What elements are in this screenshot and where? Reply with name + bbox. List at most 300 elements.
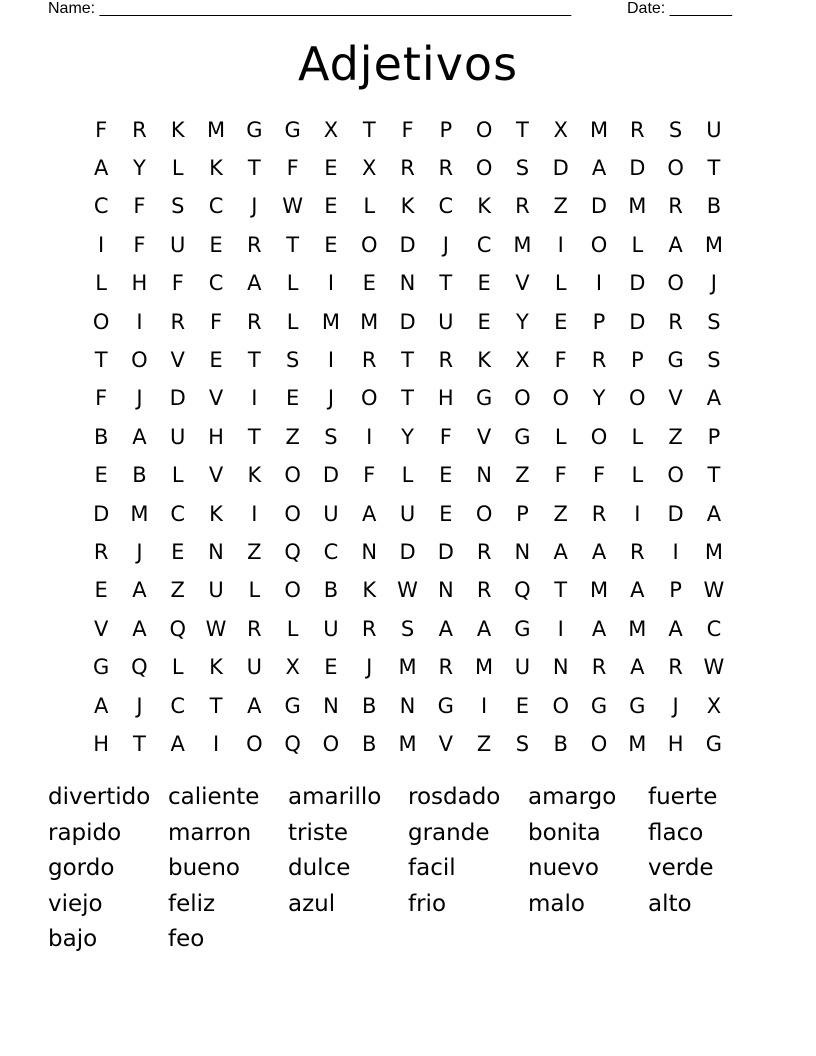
- grid-letter: J: [672, 693, 679, 718]
- grid-letter: W: [703, 578, 725, 603]
- grid-letter: Y: [401, 424, 414, 449]
- grid-letter: N: [437, 578, 454, 603]
- word-bank-item: triste: [288, 819, 349, 846]
- grid-letter: L: [171, 156, 184, 181]
- grid-letter: R: [247, 616, 262, 641]
- grid-letter: R: [438, 348, 454, 373]
- grid-letter: E: [171, 539, 185, 564]
- grid-letter: D: [667, 501, 684, 526]
- grid-letter: X: [553, 117, 568, 142]
- grid-letter: I: [557, 232, 564, 257]
- grid-letter: K: [477, 194, 491, 219]
- grid-letter: R: [132, 117, 147, 142]
- grid-letter: L: [363, 194, 376, 219]
- grid-letter: G: [437, 693, 454, 718]
- grid-letter: E: [477, 309, 491, 334]
- grid-letter: S: [707, 309, 721, 334]
- grid-letter: O: [131, 348, 148, 373]
- grid-letter: E: [94, 463, 108, 488]
- word-bank-item: alto: [648, 890, 692, 917]
- grid-letter: S: [285, 348, 300, 373]
- grid-letter: K: [209, 501, 223, 526]
- grid-letter: V: [208, 463, 224, 488]
- word-bank-item: flaco: [648, 819, 704, 846]
- grid-letter: S: [400, 616, 415, 641]
- grid-letter: G: [590, 693, 608, 718]
- grid-letter: K: [400, 194, 415, 219]
- date-field-line: Date: _______: [627, 0, 732, 17]
- grid-letter: H: [131, 271, 148, 296]
- grid-letter: O: [667, 463, 684, 488]
- grid-letter: J: [136, 539, 143, 564]
- grid-letter: D: [590, 194, 608, 219]
- word-bank-item: grande: [408, 819, 490, 846]
- grid-letter: W: [282, 194, 304, 219]
- grid-letter: J: [710, 271, 717, 296]
- grid-letter: I: [327, 348, 335, 373]
- grid-letter: R: [591, 655, 607, 680]
- grid-letter: T: [554, 578, 568, 603]
- grid-letter: J: [136, 386, 143, 411]
- word-bank-item: rapido: [48, 819, 122, 846]
- grid-letter: S: [515, 156, 530, 181]
- grid-letter: U: [170, 424, 186, 449]
- grid-letter: M: [475, 655, 494, 680]
- grid-letter: K: [170, 117, 185, 142]
- grid-letter: O: [590, 731, 608, 756]
- grid-letter: B: [323, 578, 339, 603]
- grid-letter: F: [363, 463, 376, 488]
- grid-letter: L: [171, 655, 184, 680]
- grid-letter: R: [476, 539, 492, 564]
- grid-letter: J: [366, 655, 373, 680]
- grid-letter: C: [170, 693, 186, 718]
- grid-letter: E: [362, 271, 376, 296]
- grid-letter: D: [399, 539, 416, 564]
- grid-letter: B: [93, 424, 109, 449]
- grid-letter: L: [554, 424, 567, 449]
- grid-letter: G: [705, 731, 723, 756]
- grid-letter: R: [515, 194, 530, 219]
- grid-letter: A: [706, 501, 722, 526]
- word-bank-item: facil: [408, 855, 456, 881]
- grid-letter: D: [629, 156, 646, 181]
- word-bank-item: bonita: [528, 819, 601, 846]
- grid-letter: O: [322, 731, 340, 756]
- grid-letter: P: [516, 501, 529, 526]
- grid-letter: R: [668, 194, 683, 219]
- grid-letter: F: [554, 348, 567, 373]
- grid-letter: A: [476, 616, 492, 641]
- word-bank-item: divertido: [48, 784, 151, 810]
- grid-letter: O: [475, 117, 493, 142]
- grid-letter: W: [205, 616, 227, 641]
- word-bank-item: frio: [408, 890, 447, 917]
- grid-letter: C: [208, 271, 224, 296]
- grid-letter: O: [514, 386, 531, 411]
- grid-letter: L: [286, 309, 299, 334]
- grid-letter: V: [208, 386, 224, 411]
- grid-letter: C: [170, 501, 186, 526]
- grid-letter: O: [667, 156, 684, 181]
- grid-letter: R: [361, 348, 377, 373]
- grid-letter: R: [591, 348, 607, 373]
- grid-letter: R: [591, 501, 607, 526]
- grid-letter: A: [630, 655, 645, 680]
- grid-letter: T: [707, 156, 721, 181]
- grid-letter: G: [629, 693, 646, 718]
- grid-letter: N: [476, 463, 492, 488]
- grid-letter: D: [399, 232, 416, 257]
- grid-letter: O: [284, 578, 301, 603]
- word-bank: [48, 779, 768, 957]
- grid-letter: U: [323, 616, 339, 641]
- grid-letter: S: [515, 731, 530, 756]
- word-bank-item: amargo: [528, 784, 617, 810]
- grid-letter: G: [246, 117, 263, 142]
- grid-letter: T: [516, 117, 529, 142]
- grid-letter: C: [476, 232, 492, 257]
- grid-letter: O: [284, 463, 301, 488]
- grid-letter: F: [401, 117, 414, 142]
- word-bank-item: bajo: [48, 926, 98, 952]
- grid-letter: D: [552, 156, 569, 181]
- grid-letter: L: [631, 463, 644, 488]
- grid-letter: F: [95, 386, 108, 411]
- grid-letter: V: [438, 731, 453, 756]
- grid-letter: E: [324, 655, 338, 680]
- word-bank-item: rosdado: [408, 784, 501, 810]
- grid-letter: M: [206, 117, 226, 142]
- grid-letter: I: [672, 539, 679, 564]
- grid-letter: Z: [668, 424, 683, 449]
- grid-letter: S: [707, 348, 721, 373]
- grid-letter: N: [552, 655, 569, 680]
- grid-letter: A: [132, 616, 147, 641]
- grid-letter: B: [362, 731, 377, 756]
- grid-letter: I: [327, 271, 335, 296]
- grid-letter: B: [132, 463, 147, 488]
- grid-letter: V: [668, 386, 683, 411]
- grid-letter: D: [399, 309, 416, 334]
- grid-letter: K: [209, 156, 223, 181]
- grid-letter: G: [475, 386, 493, 411]
- grid-letter: R: [170, 309, 186, 334]
- grid-letter: D: [437, 539, 454, 564]
- grid-letter: W: [703, 655, 725, 680]
- grid-letter: O: [552, 693, 569, 718]
- grid-letter: T: [209, 693, 223, 718]
- grid-letter: L: [95, 271, 107, 296]
- grid-letter: J: [136, 693, 143, 718]
- grid-letter: T: [286, 232, 300, 257]
- grid-letter: R: [93, 539, 109, 564]
- grid-letter: U: [323, 501, 339, 526]
- grid-letter: O: [475, 156, 493, 181]
- grid-letter: Z: [170, 578, 185, 603]
- grid-letter: P: [592, 309, 606, 334]
- grid-letter: I: [634, 501, 641, 526]
- grid-letter: N: [399, 693, 416, 718]
- grid-letter: V: [93, 616, 109, 641]
- grid-letter: R: [630, 117, 645, 142]
- grid-letter: B: [706, 194, 722, 219]
- grid-letter: F: [286, 156, 299, 181]
- grid-letter: E: [94, 578, 108, 603]
- grid-letter: E: [285, 386, 300, 411]
- grid-letter: T: [247, 156, 261, 181]
- grid-letter: Z: [515, 463, 530, 488]
- grid-letter: B: [553, 731, 568, 756]
- grid-letter: E: [554, 309, 568, 334]
- grid-letter: R: [668, 309, 683, 334]
- grid-letter: L: [554, 271, 567, 296]
- grid-letter: J: [327, 386, 335, 411]
- grid-letter: N: [361, 539, 378, 564]
- grid-letter: Y: [592, 386, 606, 411]
- grid-letter: I: [251, 501, 258, 526]
- grid-letter: I: [98, 232, 105, 257]
- grid-letter: T: [439, 271, 453, 296]
- grid-letter: C: [93, 194, 109, 219]
- grid-letter: L: [631, 424, 644, 449]
- grid-letter: T: [247, 424, 261, 449]
- word-bank-item: azul: [288, 890, 336, 917]
- grid-letter: A: [247, 271, 262, 296]
- grid-letter: F: [95, 117, 108, 142]
- grid-letter: L: [401, 463, 414, 488]
- grid-letter: Q: [169, 616, 186, 641]
- grid-letter: R: [361, 616, 377, 641]
- grid-letter: A: [668, 232, 683, 257]
- grid-letter: E: [209, 232, 223, 257]
- word-bank-item: malo: [528, 890, 585, 917]
- grid-letter: A: [591, 539, 607, 564]
- grid-letter: I: [557, 616, 564, 641]
- grid-letter: M: [513, 232, 532, 257]
- grid-letter: S: [324, 424, 338, 449]
- grid-letter: D: [169, 386, 186, 411]
- grid-letter: M: [589, 578, 609, 603]
- grid-letter: M: [321, 309, 340, 334]
- word-bank-item: caliente: [168, 784, 260, 810]
- grid-letter: I: [366, 424, 373, 449]
- grid-letter: C: [323, 539, 339, 564]
- grid-letter: E: [439, 463, 453, 488]
- grid-letter: E: [209, 348, 223, 373]
- grid-letter: H: [667, 731, 684, 756]
- grid-letter: A: [93, 156, 109, 181]
- grid-letter: A: [362, 501, 377, 526]
- grid-letter: G: [667, 348, 684, 373]
- grid-letter: N: [208, 539, 224, 564]
- grid-letter: R: [400, 156, 415, 181]
- grid-letter: P: [630, 348, 644, 373]
- grid-letter: A: [591, 616, 607, 641]
- word-bank-item: viejo: [48, 890, 103, 917]
- grid-letter: F: [133, 194, 146, 219]
- grid-letter: O: [284, 501, 301, 526]
- word-bank-item: verde: [648, 855, 714, 881]
- grid-letter: F: [209, 309, 223, 334]
- grid-letter: I: [595, 271, 603, 296]
- grid-letter: A: [170, 731, 185, 756]
- grid-letter: E: [477, 271, 491, 296]
- grid-letter: Q: [514, 578, 531, 603]
- grid-letter: M: [360, 309, 379, 334]
- grid-letter: M: [398, 655, 417, 680]
- grid-letter: K: [247, 463, 262, 488]
- grid-letter: O: [360, 232, 378, 257]
- grid-letter: M: [628, 616, 647, 641]
- grid-letter: P: [669, 578, 682, 603]
- grid-letter: X: [706, 693, 722, 718]
- grid-letter: B: [362, 693, 377, 718]
- grid-letter: T: [133, 731, 146, 756]
- grid-letter: X: [323, 117, 339, 142]
- grid-letter: O: [629, 386, 646, 411]
- grid-letter: P: [439, 117, 453, 142]
- grid-letter: V: [476, 424, 492, 449]
- grid-letter: R: [438, 655, 454, 680]
- grid-letter: K: [209, 655, 223, 680]
- grid-letter: T: [401, 386, 414, 411]
- word-bank-item: marron: [168, 819, 252, 846]
- grid-letter: R: [630, 539, 645, 564]
- grid-letter: Y: [133, 156, 146, 181]
- word-search-grid: [82, 111, 733, 764]
- grid-letter: R: [476, 578, 492, 603]
- grid-letter: M: [398, 731, 417, 756]
- word-bank-item: feliz: [168, 890, 216, 917]
- grid-letter: G: [514, 616, 531, 641]
- grid-letter: O: [246, 731, 263, 756]
- grid-letter: Y: [516, 309, 529, 334]
- word-bank-item: bueno: [168, 855, 240, 881]
- word-bank-item: fuerte: [648, 784, 718, 810]
- grid-letter: N: [514, 539, 531, 564]
- word-bank-item: amarillo: [288, 784, 382, 810]
- grid-letter: K: [362, 578, 377, 603]
- grid-letter: L: [286, 616, 299, 641]
- grid-letter: A: [132, 424, 147, 449]
- grid-letter: W: [397, 578, 418, 603]
- grid-letter: E: [439, 501, 453, 526]
- grid-letter: S: [171, 194, 185, 219]
- grid-letter: R: [247, 309, 262, 334]
- grid-letter: D: [322, 463, 340, 488]
- word-bank-item: gordo: [48, 855, 115, 881]
- grid-letter: E: [324, 194, 338, 219]
- grid-letter: H: [93, 731, 110, 756]
- grid-letter: S: [668, 117, 683, 142]
- grid-letter: R: [668, 655, 683, 680]
- grid-letter: L: [631, 232, 644, 257]
- grid-letter: T: [362, 117, 376, 142]
- grid-letter: A: [706, 386, 722, 411]
- grid-letter: G: [514, 424, 531, 449]
- grid-letter: X: [515, 348, 530, 373]
- grid-letter: J: [442, 232, 449, 257]
- grid-letter: K: [477, 348, 491, 373]
- grid-letter: O: [590, 232, 608, 257]
- grid-letter: R: [438, 156, 454, 181]
- grid-letter: A: [132, 578, 147, 603]
- grid-letter: A: [591, 156, 607, 181]
- grid-letter: L: [171, 463, 184, 488]
- grid-letter: Z: [476, 731, 492, 756]
- grid-letter: A: [247, 693, 262, 718]
- grid-letter: A: [668, 616, 683, 641]
- grid-letter: O: [590, 424, 608, 449]
- grid-letter: Z: [285, 424, 300, 449]
- grid-letter: A: [630, 578, 645, 603]
- grid-letter: M: [589, 117, 609, 142]
- grid-letter: G: [284, 117, 301, 142]
- grid-letter: T: [94, 348, 108, 373]
- grid-letter: E: [324, 156, 338, 181]
- grid-letter: E: [324, 232, 338, 257]
- grid-letter: U: [170, 232, 186, 257]
- grid-letter: F: [554, 463, 567, 488]
- name-field-line: Name: _____________________________________________________: [48, 0, 572, 17]
- grid-letter: N: [399, 271, 416, 296]
- word-bank-item: dulce: [288, 855, 351, 881]
- grid-letter: R: [247, 232, 262, 257]
- grid-letter: M: [130, 501, 149, 526]
- grid-letter: A: [93, 693, 109, 718]
- grid-letter: M: [704, 232, 723, 257]
- grid-letter: M: [704, 539, 723, 564]
- grid-letter: U: [208, 578, 224, 603]
- grid-letter: C: [706, 616, 722, 641]
- grid-letter: D: [93, 501, 110, 526]
- grid-letter: Z: [553, 194, 568, 219]
- word-bank-item: nuevo: [528, 855, 599, 881]
- grid-letter: I: [251, 386, 258, 411]
- grid-letter: A: [438, 616, 453, 641]
- grid-letter: V: [170, 348, 185, 373]
- grid-letter: D: [629, 271, 646, 296]
- grid-letter: X: [362, 156, 377, 181]
- grid-letter: F: [439, 424, 452, 449]
- grid-letter: T: [707, 463, 721, 488]
- grid-letter: T: [401, 348, 414, 373]
- grid-letter: C: [438, 194, 454, 219]
- grid-letter: U: [438, 309, 454, 334]
- grid-letter: P: [707, 424, 721, 449]
- grid-letter: V: [515, 271, 530, 296]
- grid-letter: O: [475, 501, 493, 526]
- grid-letter: O: [552, 386, 569, 411]
- grid-letter: E: [515, 693, 530, 718]
- grid-letter: Z: [553, 501, 568, 526]
- grid-letter: G: [93, 655, 110, 680]
- grid-letter: L: [248, 578, 261, 603]
- grid-letter: A: [553, 539, 568, 564]
- grid-letter: H: [208, 424, 224, 449]
- grid-letter: D: [629, 309, 646, 334]
- grid-letter: O: [92, 309, 110, 334]
- grid-letter: N: [323, 693, 339, 718]
- grid-letter: U: [706, 117, 722, 142]
- word-bank-item: feo: [168, 926, 205, 952]
- grid-letter: T: [247, 348, 261, 373]
- grid-letter: C: [208, 194, 224, 219]
- grid-letter: O: [360, 386, 378, 411]
- grid-letter: I: [136, 309, 143, 334]
- grid-letter: Z: [247, 539, 262, 564]
